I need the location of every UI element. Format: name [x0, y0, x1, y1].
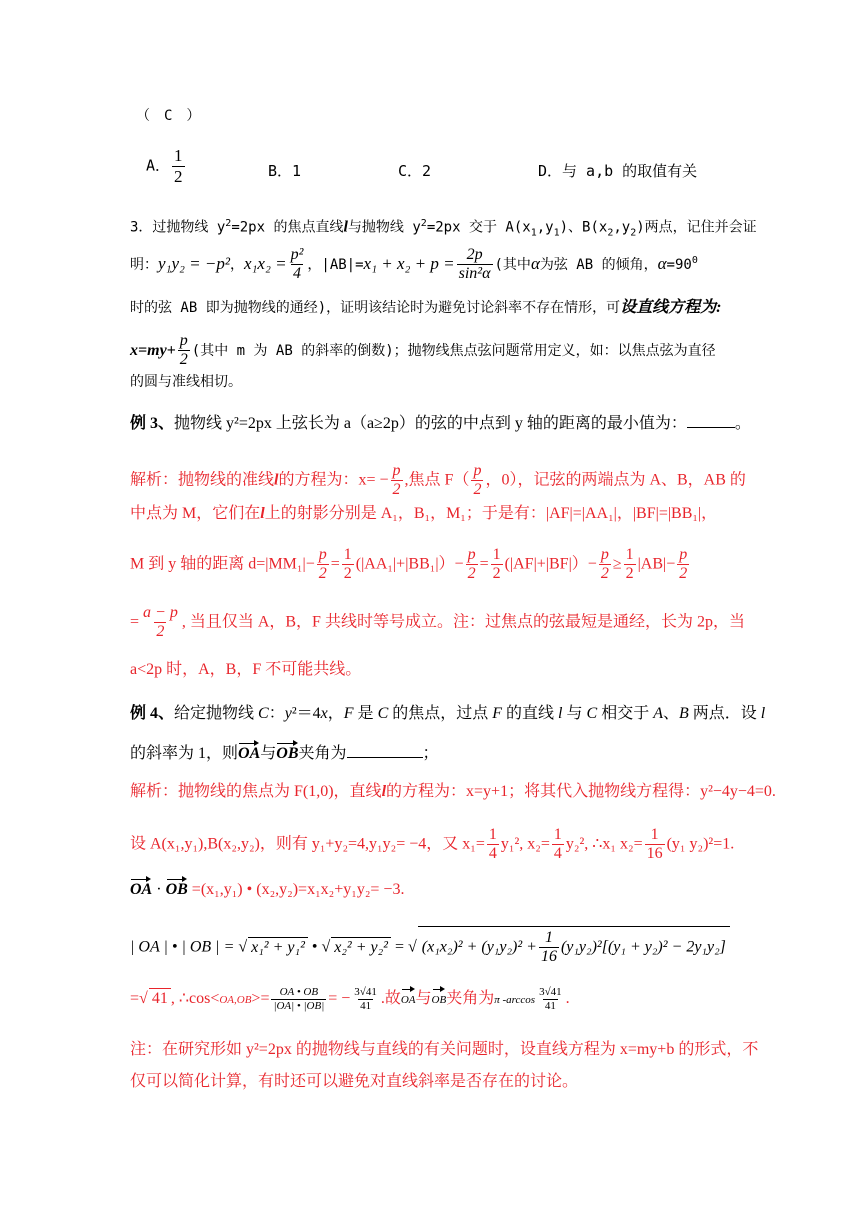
- ex4-solution-line2: 设 A(x₁,y₁),B(x₂,y₂)，则有 y₁+y₂=4,y₁y₂= −4，又 x₁= $\frac{1}{4}$ y₁², x₂= $\frac{1}{4}$ y₂², ∴x₁ x₂= $\frac{1}{16}$ (y₁ y₂)²=1.: [130, 826, 735, 863]
- ex3-solution-line4: = $\frac{a - p}{2}$ , 当且仅当 A，B，F 共线时等号成立。注：过焦点的弦最短是通经，长为 2p，当: [130, 604, 745, 641]
- ex4-note-line2: 仅可以简化计算，有时还可以避免对直线斜率是否存在的讨论。: [130, 1073, 579, 1090]
- answer-blank: [687, 427, 735, 428]
- ex3-solution-line2: 中点为 M，它们在l上的射影分别是 A₁，B₁，M₁；于是有：|AF|=|AA₁|，|BF|=|BB₁|，: [130, 505, 718, 522]
- ex4-solution-line3: OA · OB =(x₁,y₁) • (x₂,y₂)=x₁x₂+y₁y₂= −3.: [130, 881, 405, 898]
- option-a: [146, 146, 187, 186]
- fraction-p2-over-4: $\frac{\text{p²}}{4}$: [290, 246, 304, 283]
- sqrt-2: x₂² + y₂²: [331, 937, 391, 958]
- item3-line1: 3．过抛物线 $y^2=2px$ 的焦点直线l与抛物线 $y^2=2px$ 交于 $A(x_1,y_1)$、$B(x_2,y_2)$两点，记住并会证: [130, 218, 757, 239]
- ex3-solution-line5: a<2p 时，A，B，F 不可能共线。: [130, 661, 362, 678]
- sqrt-3: (x₁x₂)² + (y₁y₂)² + $\frac{1}{16}$ (y₁y₂)²[(y₁ + y₂)² − 2y₁y₂]: [418, 926, 730, 969]
- ex3-solution-line1: 解析：抛物线的准线l的方程为：x= − $\frac{p}{2}$ ,焦点 F（ $\frac{p}{2}$ ，0），记弦的两端点为 A、B，AB 的: [130, 462, 746, 499]
- formula-x1x2: x₁x₂ =: [243, 253, 287, 273]
- ex4-solution-line4: | OA | • | OB | = √ x₁² + y₁² • √ x₂² + y₂² = √ (x₁x₂)² + (y₁y₂)² + $\frac{1}{16}$ (y₁y₂)²[(y₁ + y₂)² − 2y₁y₂]: [130, 926, 730, 969]
- ex4-solution-line5: =√ 41 , ∴cos<OA,OB>= $\frac{OA • OB}{|OA| • |OB|}$ = − $\frac{3√41}{41}$ .故OA与OB夹角为π -arccos $\frac{3√41}{41}$ .: [130, 986, 570, 1012]
- cos-fraction: $\frac{OA • OB}{|OA| • |OB|}$: [273, 986, 325, 1012]
- formula-ab: x₁ + x₂ + p =: [363, 253, 455, 273]
- answer-line: （ C ）: [136, 108, 201, 124]
- fraction-p-over-2: $\frac{p}{2}$: [179, 332, 188, 369]
- ex3-title: 例 3、: [130, 415, 175, 432]
- ex4-solution-line1: 解析：抛物线的焦点为 F(1,0)，直线l的方程为：x=y+1；将其代入抛物线方程得：y²−4y−4=0.: [130, 783, 776, 800]
- ex4-question-line1: 例 4、给定抛物线 C：y²＝4x，F 是 C 的焦点，过点 F 的直线 l 与 C 相交于 A、B 两点．设 l: [130, 705, 766, 722]
- option-a-label: A．: [146, 156, 171, 175]
- answer-blank-2: [347, 757, 423, 758]
- item3-line4: x=my+ $\frac{p}{2}$ (其中 m 为 AB 的斜率的倒数)；抛物线焦点弦问题常用定义，如：以焦点弦为直径: [130, 332, 716, 369]
- option-d: D．与 a,b 的取值有关: [538, 162, 698, 180]
- emphasis-line-equation: 设直线方程为:: [620, 299, 722, 316]
- option-b: B．1: [268, 162, 302, 180]
- vector-OA: OA: [238, 745, 261, 762]
- ex4-title: 例 4、: [130, 705, 175, 722]
- item3-line5: 的圆与准线相切。: [130, 374, 242, 390]
- sqrt-1: x₁² + y₁²: [248, 937, 308, 958]
- ex3-solution-line3: M 到 y 轴的距离 d=|MM₁|− $\frac{p}{2}$ = $\frac{1}{2}$ (|AA₁|+|BB₁|）− $\frac{p}{2}$ = $\frac{1}{2}$ (|AF|+|BF|）− $\frac{p}{2}$ ≥ $\frac{1}{2}$ |AB|− $\frac{p}{2}$: [130, 546, 688, 583]
- ex4-question-line2: 的斜率为 1，则OA与OB夹角为 ；: [130, 745, 439, 762]
- vector-OB: OB: [276, 745, 299, 762]
- ex4-note-line1: 注：在研究形如 y²=2px 的抛物线与直线的有关问题时，设直线方程为 x=my+b 的形式，不: [130, 1041, 759, 1058]
- line-l-symbol: l: [343, 218, 348, 236]
- option-a-fraction: $\frac{1}{2}$: [174, 146, 183, 186]
- option-c: C．2: [398, 162, 432, 180]
- ex3-question: 例 3、抛物线 y²=2px 上弦长为 a（a≥2p）的弦的中点到 y 轴的距离的最小值为： 。: [130, 415, 751, 432]
- item3-line3: 时的弦 AB 即为抛物线的通经)，证明该结论时为避免讨论斜率不存在情形，可设直线方程为:: [130, 299, 722, 316]
- formula-y1y2: y₁y₂ = −p²: [158, 253, 230, 273]
- item3-line2: 明：y₁y₂ = −p²，x₁x₂ = $\frac{\text{p²}}{4}$ ，|AB|=x₁ + x₂ + p = $\frac{2p}{\text{sin²α}}$ (其中α为弦 AB 的倾角，$\alpha=90^0$: [130, 246, 698, 283]
- fraction-2p-over-sin2a: $\frac{2p}{\text{sin²α}}$: [458, 246, 491, 283]
